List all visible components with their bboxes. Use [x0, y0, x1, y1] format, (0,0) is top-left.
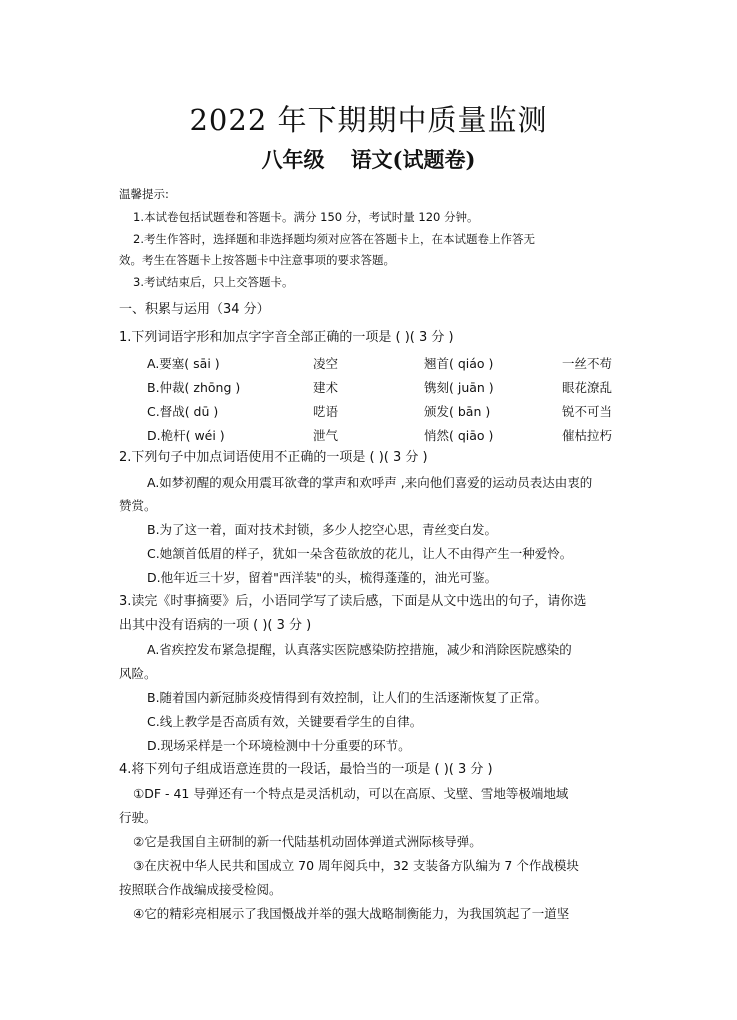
q1-c-2: 呓语 [313, 404, 339, 419]
question-4-stem: 4.将下列句子组成语意连贯的一段话，最恰当的一项是 ( )( 3 分 ) [119, 762, 493, 777]
q1-b-1: B.仲裁( zhōng ) [147, 380, 241, 395]
question-1-stem: 1.下列词语字形和加点字字音全部正确的一项是 ( )( 3 分 ) [119, 330, 454, 345]
q3-option-a-cont: 风险。 [119, 666, 157, 681]
q1-c-4: 锐不可当 [562, 404, 613, 419]
q1-b-3: 镌刻( juān ) [424, 380, 494, 395]
subject-label: 语文(试题卷) [350, 147, 476, 172]
q1-d-2: 泄气 [313, 428, 339, 443]
q1-b-4: 眼花潦乱 [562, 380, 613, 395]
notice-item-3: 3.考试结束后，只上交答题卡。 [133, 275, 294, 289]
q1-c-1: C.督战( dū ) [147, 404, 219, 419]
notice-item-2-cont: 效。考生在答题卡上按答题卡中注意事项的要求答题。 [119, 253, 395, 267]
q2-option-d: D.他年近三十岁，留着"西洋装"的头，梳得蓬蓬的，油光可鉴。 [147, 570, 498, 585]
q1-a-1: A.要塞( sāi ) [147, 356, 220, 371]
q4-sentence-1: ①DF - 41 导弹还有一个特点是灵活机动，可以在高原、戈壁、雪地等极端地域 [133, 786, 569, 801]
q4-sentence-3: ③在庆祝中华人民共和国成立 70 周年阅兵中，32 支装备方队编为 7 个作战模块 [133, 858, 579, 873]
q1-a-4: 一丝不苟 [562, 356, 613, 371]
q3-option-b: B.随着国内新冠肺炎疫情得到有效控制，让人们的生活逐渐恢复了正常。 [147, 690, 548, 705]
section-title: 一、积累与运用（34 分） [119, 302, 270, 317]
notice-item-2: 2.考生作答时，选择题和非选择题均须对应答在答题卡上，在本试题卷上作答无 [133, 232, 535, 246]
exam-subtitle [0, 144, 737, 174]
q1-a-2: 凌空 [313, 356, 339, 371]
q2-option-b: B.为了这一着，面对技术封锁，多少人挖空心思，青丝变白发。 [147, 522, 498, 537]
notice-item-1: 1.本试卷包括试题卷和答题卡。满分 150 分，考试时量 120 分钟。 [133, 210, 479, 224]
notice-heading: 温馨提示: [119, 187, 169, 201]
q4-sentence-2: ②它是我国自主研制的新一代陆基机动固体弹道式洲际核导弹。 [133, 834, 482, 849]
q3-option-c: C.线上教学是否高质有效，关键要看学生的自律。 [147, 714, 423, 729]
q2-option-a-cont: 赞赏。 [119, 498, 157, 513]
q2-option-c: C.她颔首低眉的样子，犹如一朵含苞欲放的花儿，让人不由得产生一种爱怜。 [147, 546, 573, 561]
question-3-stem: 3.读完《时事摘要》后，小语同学写了读后感，下面是从文中选出的句子，请你选 [119, 594, 587, 609]
q1-b-2: 建术 [313, 380, 339, 395]
q4-sentence-1-cont: 行驶。 [119, 810, 157, 825]
q3-option-a: A.省疾控发布紧急提醒，认真落实医院感染防控措施，减少和消除医院感染的 [147, 642, 572, 657]
q3-option-d: D.现场采样是一个环境检测中十分重要的环节。 [147, 738, 411, 753]
q4-sentence-3-cont: 按照联合作战编成接受检阅。 [119, 882, 282, 897]
q1-d-3: 悄然( qiāo ) [424, 428, 494, 443]
grade-label: 八年级 [261, 147, 325, 172]
q1-c-3: 颁发( bān ) [424, 404, 491, 419]
question-2-stem: 2.下列句子中加点词语使用不正确的一项是 ( )( 3 分 ) [119, 450, 428, 465]
q1-d-1: D.桅杆( wéi ) [147, 428, 225, 443]
question-3-stem-cont: 出其中没有语病的一项 ( )( 3 分 ) [119, 618, 312, 633]
q1-a-3: 翘首( qiáo ) [424, 356, 494, 371]
q4-sentence-4: ④它的精彩亮相展示了我国慑战并举的强大战略制衡能力，为我国筑起了一道坚 [133, 906, 570, 921]
q2-option-a: A.如梦初醒的观众用震耳欲聋的掌声和欢呼声 ,来向他们喜爱的运动员表达由衷的 [147, 475, 593, 490]
exam-title: 2022 年下期期中质量监测 [189, 103, 548, 137]
q1-d-4: 催枯拉朽 [562, 428, 613, 443]
